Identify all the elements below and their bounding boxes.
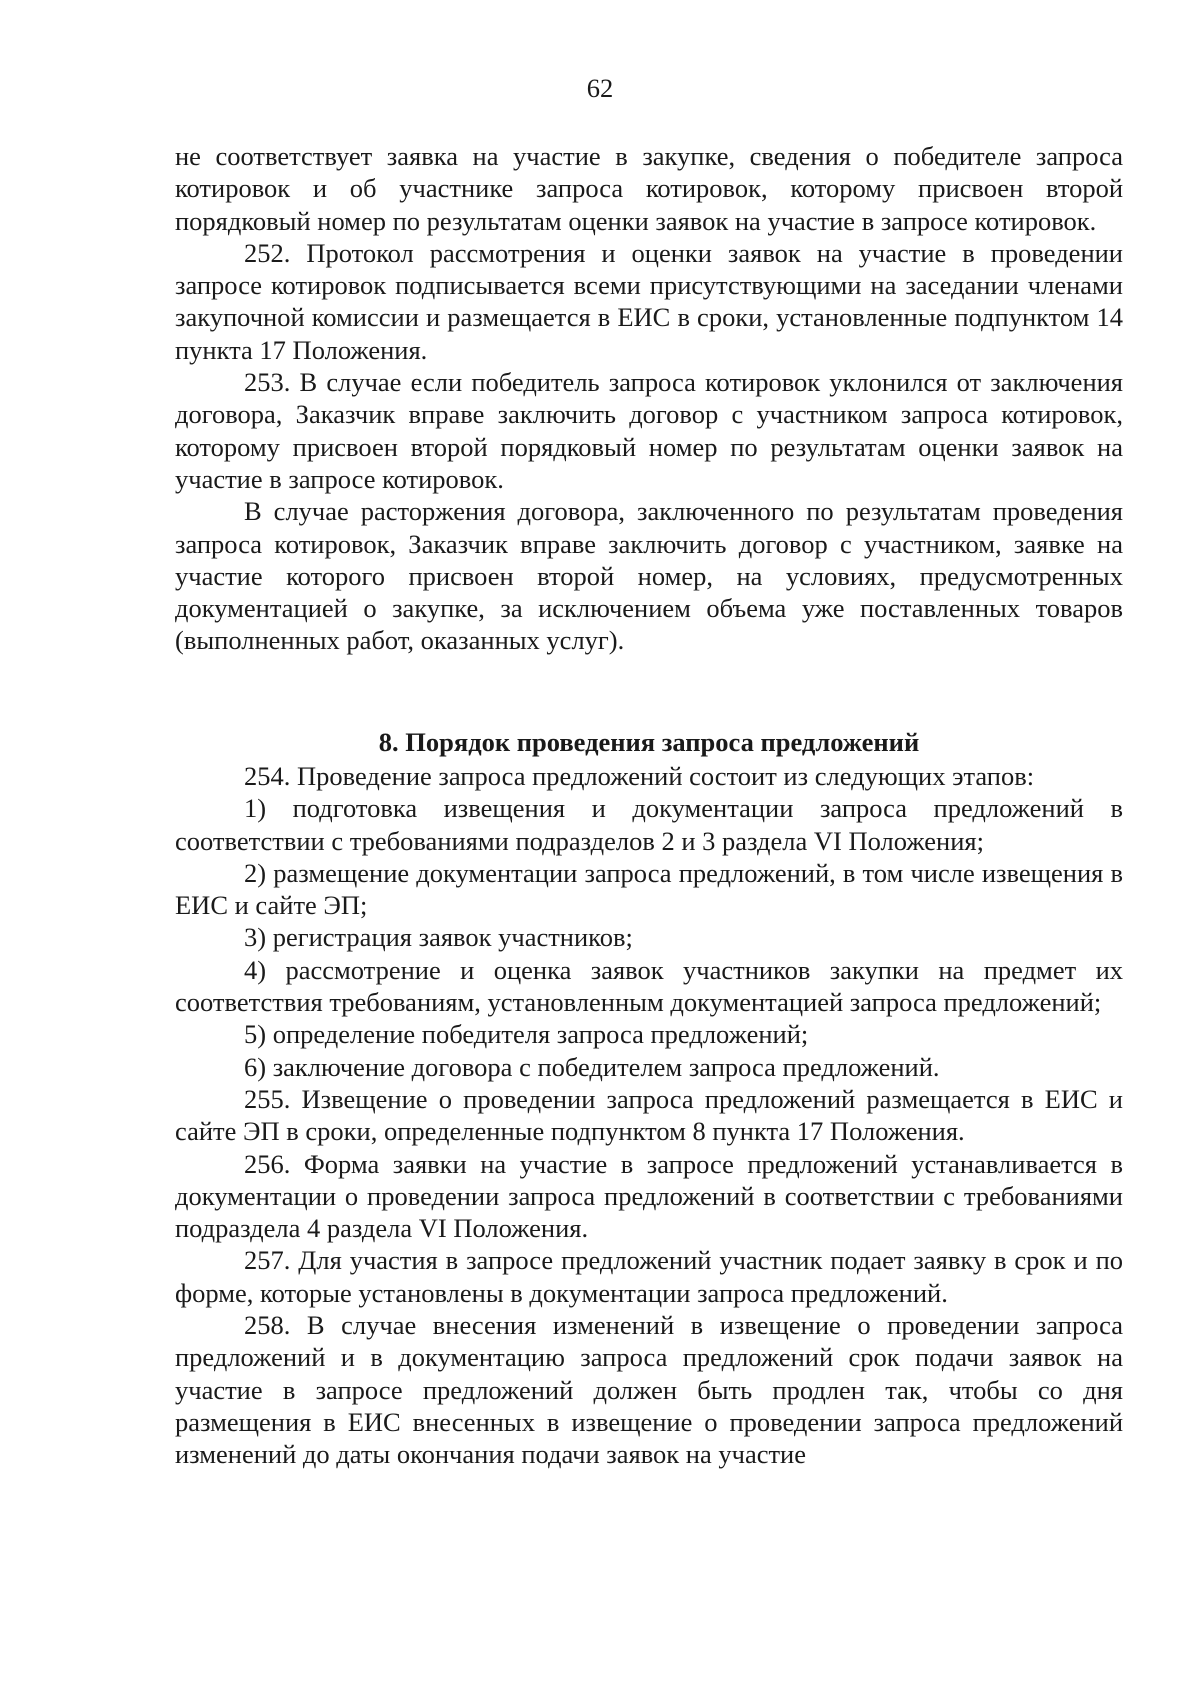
paragraph-258: 258. В случае внесения изменений в извещение о проведении запроса предложений и в документацию запроса предложений срок подачи заявок на участие в запросе предложений должен быть продлен так, чтобы со дня размещения в ЕИС внесенных в извещение о проведении запроса предложений изменений до даты окончания подачи заявок на участие <box>175 1310 1123 1470</box>
list-item-254-2: 2) размещение документации запроса предложений, в том числе извещения в ЕИС и сайте ЭП; <box>175 857 1123 921</box>
paragraph-253: 253. В случае если победитель запроса котировок уклонился от заключения договора, Заказчик вправе заключить договор с участником запроса котировок, которому присвоен второй порядковый номер по результатам оценки заявок на участие в запросе котировок. <box>175 367 1123 494</box>
paragraph-257: 257. Для участия в запросе предложений участник подает заявку в срок и по форме, которые установлены в документации запроса предложений. <box>175 1245 1123 1308</box>
paragraph-256: 256. Форма заявки на участие в запросе предложений устанавливается в документации о проведении запроса предложений в соответствии с требованиями подраздела 4 раздела VI Положения. <box>175 1148 1123 1244</box>
text-block-before-heading <box>175 140 1123 657</box>
list-item-254-4: 4) рассмотрение и оценка заявок участников закупки на предмет их соответствия требованиям, установленным документацией запроса предложений; <box>175 954 1123 1018</box>
list-item-254-6: 6) заключение договора с победителем запроса предложений. <box>244 1051 940 1082</box>
text-block-after-heading <box>175 760 1123 1471</box>
paragraph-252: 252. Протокол рассмотрения и оценки заявок на участие в проведении запросе котировок подписывается всеми присутствующими на заседании членами закупочной комиссии и размещается в ЕИС в сроки, установленные подпунктом 14 пункта 17 Положения. <box>175 237 1123 365</box>
list-item-254-5: 5) определение победителя запроса предложений; <box>244 1019 809 1050</box>
page-number: 62 <box>586 73 614 103</box>
section-heading: 8. Порядок проведения запроса предложений <box>378 727 920 757</box>
paragraph-255: 255. Извещение о проведении запроса предложений размещается в ЕИС и сайте ЭП в сроки, определенные подпунктом 8 пункта 17 Положения. <box>175 1083 1123 1147</box>
list-item-254-3: 3) регистрация заявок участников; <box>244 922 633 953</box>
list-item-254-1: 1) подготовка извещения и документации запроса предложений в соответствии с требованиями подразделов 2 и 3 раздела VI Положения; <box>175 793 1123 856</box>
paragraph-253-termination: В случае расторжения договора, заключенного по результатам проведения запроса котировок, Заказчик вправе заключить договор с участником, заявке на участие которого присвоен второй номер, на условиях, предусмотренных документацией о закупке, за исключением объема уже поставленных товаров (выполненных работ, оказанных услуг). <box>175 496 1123 656</box>
paragraph-254: 254. Проведение запроса предложений состоит из следующих этапов: <box>244 761 1035 791</box>
paragraph-continuation: не соответствует заявка на участие в закупке, сведения о победителе запроса котировок и об участнике запроса котировок, которому присвоен второй порядковый номер по результатам оценки заявок на участие в запросе котировок. <box>175 141 1123 236</box>
